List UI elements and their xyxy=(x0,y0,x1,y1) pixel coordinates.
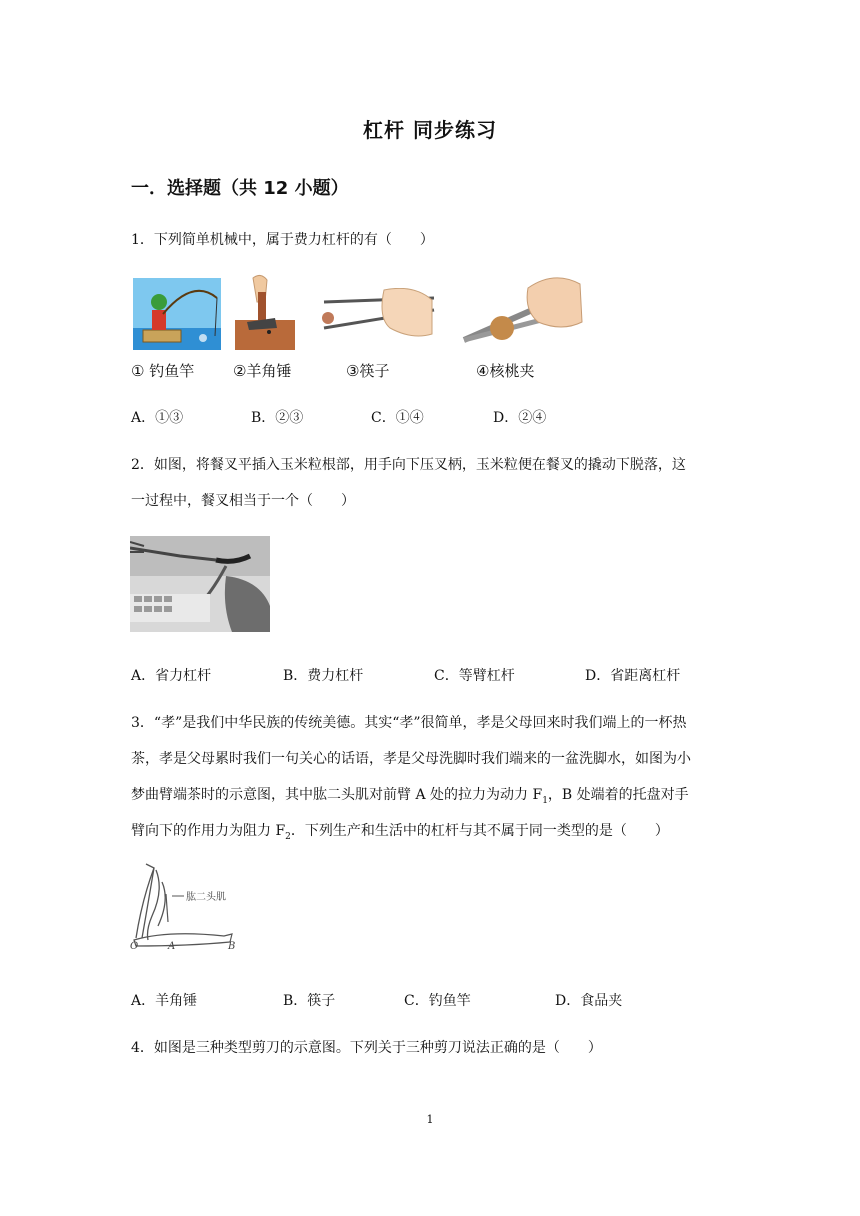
q1-option-a[interactable]: A．①③ xyxy=(131,410,184,426)
chopsticks-image xyxy=(316,288,436,340)
figure-label-4: ④核桃夹 xyxy=(476,362,535,380)
biceps-label: 肱二头肌 xyxy=(186,892,226,903)
question-3-stem-line1: 3．“孝”是我们中华民族的传统美德。其实“孝”很简单，孝是父母回来时我们端上的一杯热 xyxy=(131,715,687,731)
q1-option-d[interactable]: D．②④ xyxy=(493,410,547,426)
q1-option-b[interactable]: B．②③ xyxy=(251,410,304,426)
question-3-stem-line3: 梦曲臂端茶时的示意图，其中肱二头肌对前臂 A 处的拉力为动力 $F_1$，B 处端着的托盘对手 xyxy=(131,787,689,806)
section-heading: 一．选择题（共 12 小题） xyxy=(131,178,349,199)
question-3-stem-line4: 臂向下的作用力为阻力 $F_2$．下列生产和生活中的杠杆与其不属于同一类型的是（ ） xyxy=(131,823,669,842)
q2-option-a[interactable]: A．省力杠杆 xyxy=(131,668,212,684)
q2-option-d[interactable]: D．省距离杠杆 xyxy=(585,668,681,684)
nutcracker-image xyxy=(458,270,586,354)
question-1-stem: 1．下列简单机械中，属于费力杠杆的有（ ） xyxy=(131,232,434,248)
figure-label-1: ① 钓鱼竿 xyxy=(131,362,195,380)
question-4-stem: 4．如图是三种类型剪刀的示意图。下列关于三种剪刀说法正确的是（ ） xyxy=(131,1040,602,1056)
fishing-rod-image xyxy=(133,278,221,350)
q2-option-b[interactable]: B．费力杠杆 xyxy=(283,668,364,684)
q1-option-c[interactable]: C．①④ xyxy=(371,410,424,426)
point-b-label: B xyxy=(228,941,236,950)
claw-hammer-image xyxy=(235,272,295,350)
point-a-label: A xyxy=(168,941,176,950)
page-title: 杠杆 同步练习 xyxy=(363,118,497,142)
point-o-label: O xyxy=(130,941,139,950)
q3-option-a[interactable]: A．羊角锤 xyxy=(131,993,198,1009)
question-2-stem-line2: 一过程中，餐叉相当于一个（ ） xyxy=(131,493,355,509)
arm-lever-diagram xyxy=(128,860,240,950)
figure-label-2: ②羊角锤 xyxy=(233,362,292,380)
q3-option-d[interactable]: D．食品夹 xyxy=(555,993,623,1009)
q3-option-b[interactable]: B．筷子 xyxy=(283,993,336,1009)
question-3-stem-line2: 茶，孝是父母累时我们一句关心的话语，孝是父母洗脚时我们端来的一盆洗脚水，如图为小 xyxy=(131,751,691,767)
fork-corn-photo xyxy=(130,536,270,632)
figure-label-3: ③筷子 xyxy=(346,362,390,380)
q2-option-c[interactable]: C．等臂杠杆 xyxy=(434,668,515,684)
q3-option-c[interactable]: C．钓鱼竿 xyxy=(404,993,471,1009)
question-2-stem-line1: 2．如图，将餐叉平插入玉米粒根部，用手向下压叉柄，玉米粒便在餐叉的撬动下脱落，这 xyxy=(131,457,686,473)
page-number: 1 xyxy=(426,1113,434,1126)
